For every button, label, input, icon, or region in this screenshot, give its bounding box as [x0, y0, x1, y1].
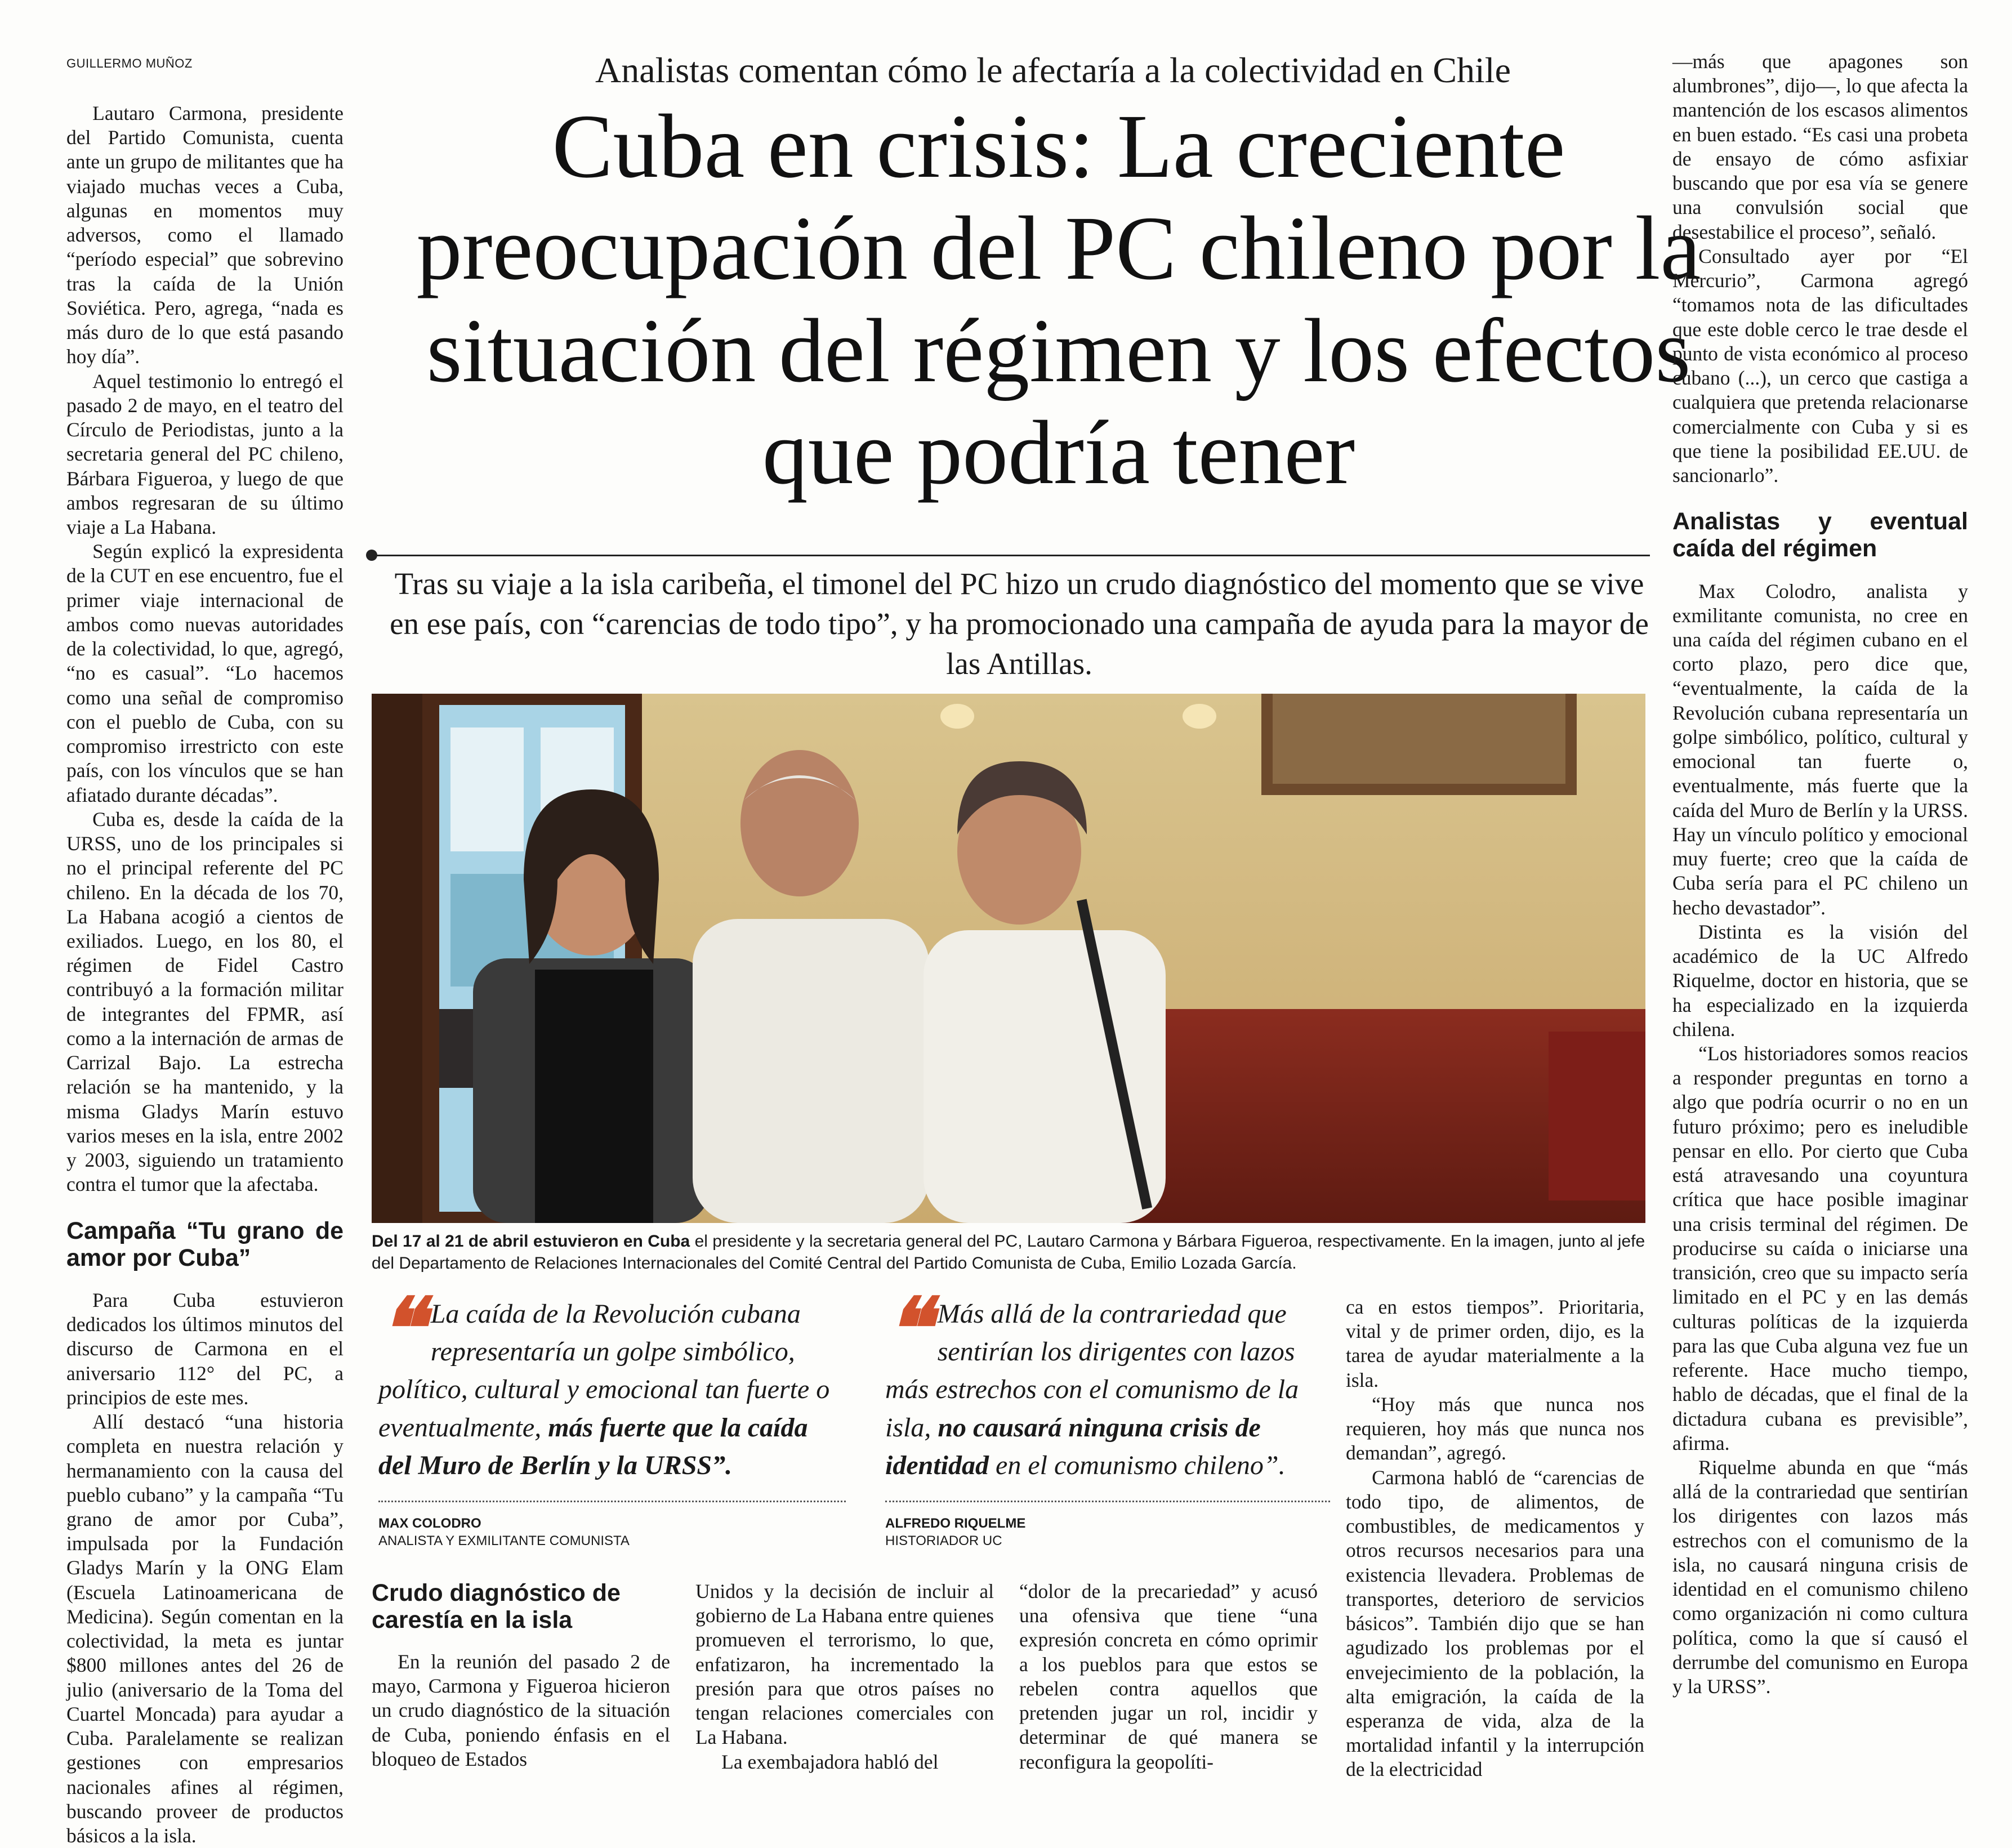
column-1 [66, 101, 343, 1848]
quote-1-bold: más fuerte que la caída del Muro de Berlín y la URSS [378, 1412, 808, 1480]
deck: Tras su viaje a la isla caribeña, el timonel del PC hizo un crudo diagnóstico del momento que se vive en ese país, con “carencias de todo tipo”, y ha promocionado una campaña de ayuda para la mayor de las Antillas. [390, 566, 1649, 681]
headline-rule [372, 555, 1650, 556]
pull-quote-2-rule [885, 1501, 1330, 1502]
quote-2-name: ALFREDO RIQUELME [885, 1516, 1026, 1531]
quote-1-end: ”. [712, 1450, 733, 1480]
col5-paragraph: —más que apagones son alumbrones”, dijo—, lo que afecta la mantención de los escasos alimentos en buen estado. “Es casi una probeta de ensayo de cómo asfixiar buscando que por esa vía se genere una convulsión social que desestabilice el proceso”, señaló. [1672, 50, 1968, 243]
col1-paragraph: Aquel testimonio lo entregó el pasado 2 de mayo, en el teatro del Círculo de Periodistas, junto a la secretaria general del PC chileno, Bárbara Figueroa, y luego de que ambos regresaran de su último viaje a La Habana. [66, 369, 343, 538]
col4-paragraph: ca en estos tiempos”. Prioritaria, vital y de primer orden, dijo, es la tarea de ayudar materialmente a la isla. [1346, 1296, 1644, 1391]
pull-quote-2-attribution [885, 1515, 1336, 1550]
quote-1-text: La caída de la Revolución cubana representaría un golpe simbólico, político, cultural y emocional tan fuerte o eventualmente, [378, 1299, 830, 1443]
quote-1-role: ANALISTA Y EXMILITANTE COMUNISTA [378, 1533, 630, 1549]
photo-caption [372, 1230, 1645, 1274]
section2-paragraph: En la reunión del pasado 2 de mayo, Carmona y Figueroa hicieron un crudo diagnóstico de la situación de Cuba, poniendo énfasis en el bloqueo de Estados [372, 1650, 670, 1770]
col1-paragraph: Allí destacó “una historia completa en nuestra relación y hermanamiento con la causa del pueblo cubano” y la campaña “Tu grano de amor por Cuba”, impulsada por la Fundación Gladys Marín y la ONG Elam (Escuela Latinoamericana de Medicina). Según comentan en la colectividad, la meta es juntar $800 millones antes del 26 de julio (aniversario de la Toma del Cuartel Moncada) para ayudar a Cuba. Paralelamente se realizan gestiones con empresarios nacionales afines al régimen, buscando proveer de productos básicos a la isla. [66, 1410, 343, 1847]
col1-paragraph: Para Cuba estuvieron dedicados los últimos minutos del discurso de Carmona en el aniversario 112° del PC, a principios de este mes. [66, 1288, 343, 1409]
section2-paragraph: Unidos y la decisión de incluir al gobierno de La Habana entre quienes promueven el terrorismo, lo que, enfatizaron, ha incrementado la presión para que otros países no tengan relaciones comerciales con La Habana. [695, 1580, 994, 1749]
col5-paragraph: Riquelme abunda en que “más allá de la contrariedad que sentirían los dirigentes con lazos más estrechos con el comunismo de la isla, no causará ninguna crisis de identidad en el comunismo chileno como organización ni como cultura política, como la que sí causó el derrumbe del comunismo en Europa y la URSS”. [1672, 1456, 1968, 1698]
quote-2-text: Más allá de la contrariedad que sentirían los dirigentes con lazos más estrechos con el comunismo de la isla, [885, 1299, 1299, 1443]
kicker: Analistas comentan cómo le afectaría a la colectividad en Chile [595, 50, 1511, 90]
pull-quote-2-body [885, 1279, 1336, 1484]
column-5 [1672, 50, 1968, 1699]
pull-quote-1-rule [378, 1501, 846, 1502]
col5-paragraph: Max Colodro, analista y exmilitante comunista, no cree en una caída del régimen cubano en el corto plazo, pero dice que, “eventualmente, la caída de la Revolución cubana representaría un golpe simbólico, político, cultural y emocional tan fuerte o, eventualmente, más fuerte que la caída del Muro de Berlín y la URSS. Hay un vínculo político y emocional muy fuerte; creo que la caída de Cuba sería para el PC chileno un hecho devastador”. [1672, 579, 1968, 919]
byline: GUILLERMO MUÑOZ [66, 56, 193, 70]
col1-paragraph: Según explicó la expresidenta de la CUT en ese encuentro, fue el primer viaje internacional de ambos como nuevas autoridades de la colectividad, lo que, agregó, “no es casual”. “Lo hacemos como una señal de compromiso con el pueblo de Cuba, con su compromiso irrestricto con este país, con los vínculos que se han afiatado durante décadas”. [66, 540, 343, 806]
col4-paragraph: Carmona habló de “carencias de todo tipo, de alimentos, de combustibles, de medicamentos y otros recursos necesarios para una existencia llevadera. Problemas de transportes, deterioro de servicios básicos”. También dijo que se han agudizado los problemas por el envejecimiento de la población, la alta emigración, la caída de la esperanza de vida, alza de la mortalidad infantil y la interrupción de la electricidad [1346, 1466, 1644, 1781]
column-4 [1346, 1295, 1644, 1782]
photo [372, 694, 1645, 1223]
subheading-analistas: Analistas y eventual caída del régimen [1672, 508, 1968, 563]
section2-paragraph: “dolor de la precariedad” y acusó una ofensiva que tiene “una expresión concreta en cómo oprimir a los pueblos para que estos se rebelen contra aquellos que pretenden jugar un rol, incidir y determinar de qué manera se reconfigura la geopolíti- [1019, 1580, 1318, 1773]
caption-text: el presidente y la secretaria general del PC, Lautaro Carmona y Bárbara Figueroa, respectivamente. En la imagen, junto al jefe del Departamento de Relaciones Internacionales del Comité Central del Partido Comunista de Cuba, Emilio Lozada García. [372, 1232, 1645, 1273]
quote-1-name: MAX COLODRO [378, 1516, 481, 1531]
headline-rule-dot [366, 550, 377, 561]
pull-quote-2 [885, 1279, 1336, 1484]
quote-2-bold: no causará ninguna crisis de identidad [885, 1412, 1261, 1480]
pull-quote-1-attribution [378, 1515, 846, 1550]
caption-bold: Del 17 al 21 de abril estuvieron en Cuba [372, 1232, 690, 1251]
col5-paragraph: Consultado ayer por “El Mercurio”, Carmona agregó “tomamos nota de las dificultades que este doble cerco le trae desde el punto de vista económico al proceso cubano (...), un cerco que castiga a cualquiera que pretenda relacionarse comercialmente con Cuba y si es que tiene la posibilidad EE.UU. de sancionarlo”. [1672, 244, 1968, 486]
col5-paragraph: “Los historiadores somos reacios a responder preguntas en torno a algo que podría ocurrir o no en un futuro próximo; pero es ineludible pensar en ello. Por cierto que Cuba está atravesando una coyuntura crítica que hace posible imaginar una crisis terminal del régimen. De producirse su caída o iniciarse una transición, creo que su impacto sería limitado en el PC y en las demás culturas políticas de la izquierda para las que Cuba alguna vez fue un referente. Hace mucho tiempo, hablo de décadas, que el final de la dictadura cubana es previsible”, afirma. [1672, 1042, 1968, 1454]
subheading-campana: Campaña “Tu grano de amor por Cuba” [66, 1217, 343, 1271]
pull-quote-1-body [378, 1279, 846, 1484]
quote-2-role: HISTORIADOR UC [885, 1533, 1002, 1549]
section2-col-2 [695, 1579, 994, 1774]
col4-paragraph: “Hoy más que nunca nos requieren, hoy más que nunca nos demandan”, agregó. [1346, 1392, 1644, 1465]
section2-paragraph: La exembajadora habló del [721, 1750, 939, 1773]
quote-2-end: en el comunismo chileno”. [996, 1450, 1286, 1480]
photo-illustration [372, 694, 1645, 1223]
col1-paragraph: Lautaro Carmona, presidente del Partido Comunista, cuenta ante un grupo de militantes que ha viajado muchas veces a Cuba, algunas en momentos muy adversos, como el llamado “período especial” que sobrevino tras la caída de la Unión Soviética. Pero, agrega, “nada es más duro de lo que está pasando hoy día”. [66, 102, 343, 368]
subheading-crudo-diagnostico: Crudo diagnóstico de carestía en la isla [372, 1579, 621, 1634]
quote-mark-icon: ❝ [378, 1279, 424, 1378]
section2-col-1 [372, 1650, 670, 1771]
pull-quote-1 [378, 1279, 846, 1484]
col5-paragraph: Distinta es la visión del académico de la UC Alfredo Riquelme, doctor en historia, que se ha especializado en la izquierda chilena. [1672, 920, 1968, 1041]
quote-mark-icon: ❝ [885, 1279, 931, 1378]
section2-col-3 [1019, 1579, 1318, 1774]
col1-paragraph: Cuba es, desde la caída de la URSS, uno de los principales si no el principal referente del PC chileno. En la década de los 70, La Habana acogió a cientos de exiliados. Luego, en los 80, el régimen de Fidel Castro contribuyó a la formación militar de integrantes del FPMR, así como a la internación de armas de Carrizal Bajo. La estrecha relación se ha mantenido, y la misma Gladys Marín estuvo varios meses en la isla, entre 2002 y 2003, siguiendo un tratamiento contra el tumor que la afectaba. [66, 807, 343, 1196]
headline: Cuba en crisis: La creciente preocupación del PC chileno por la situación del régimen y los efectos que podría tener [416, 96, 1701, 504]
